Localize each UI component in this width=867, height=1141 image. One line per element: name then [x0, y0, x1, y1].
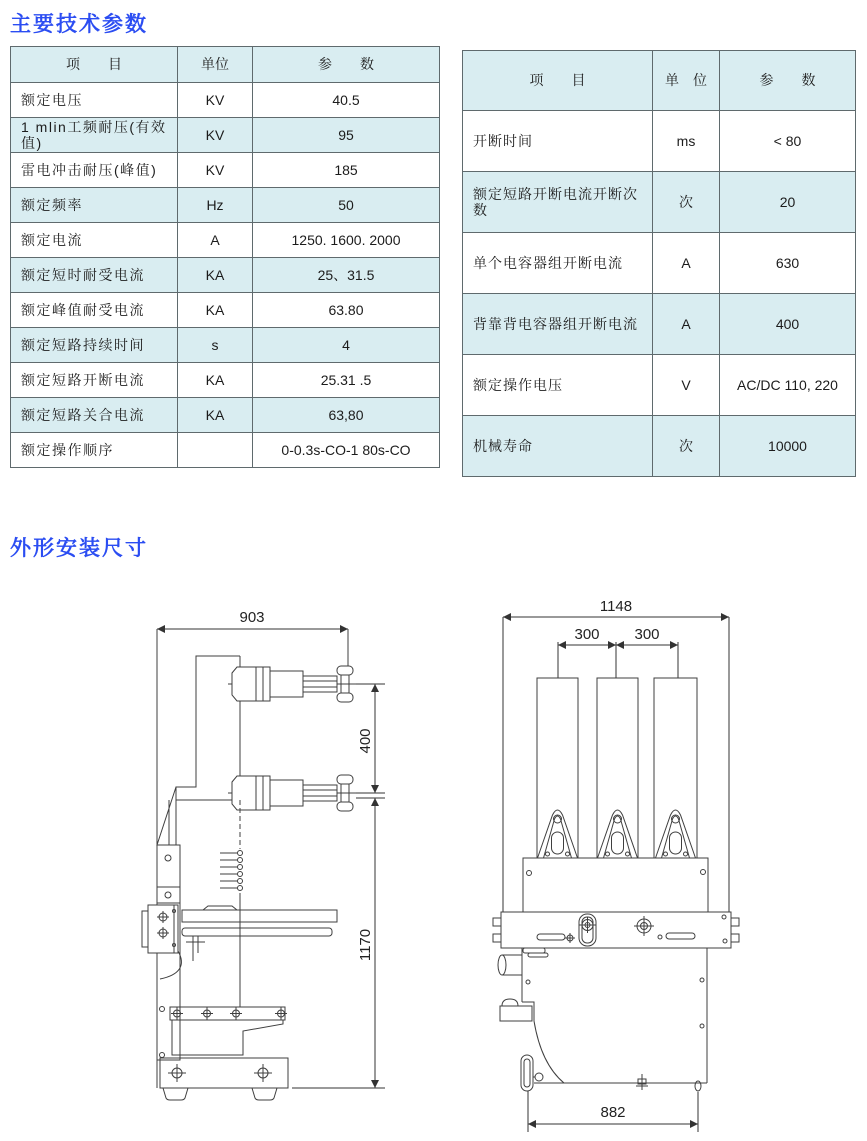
table-row: [463, 172, 856, 233]
table-header-row: [11, 47, 440, 83]
upper-frame: [523, 858, 708, 912]
param-unit: A: [653, 233, 720, 294]
col-header-item: 项 目: [463, 51, 653, 111]
col-header-value: 参 数: [720, 51, 856, 111]
param-name: 额定操作顺序: [11, 433, 178, 468]
side-view-drawing: [130, 593, 420, 1141]
param-value: 0-0.3s-CO-1 80s-CO: [253, 433, 440, 468]
param-name: 额定短路持续时间: [11, 328, 178, 363]
param-name: 额定电流: [11, 223, 178, 258]
param-unit: KA: [178, 363, 253, 398]
table-row: [11, 363, 440, 398]
left-parameters-table: [10, 46, 440, 468]
table-row: [463, 111, 856, 172]
bushing-top: [228, 666, 356, 702]
param-value: 10000: [720, 416, 856, 477]
param-name: 额定短路关合电流: [11, 398, 178, 433]
mechanism-box: [142, 905, 181, 979]
table-row: [463, 294, 856, 355]
dimension-width-903: [157, 629, 348, 666]
pole-column-center: [597, 678, 638, 858]
col-header-unit: 单位: [178, 47, 253, 83]
bushing-bottom: [228, 775, 356, 811]
param-name: 额定短路开断电流开断次数: [463, 172, 653, 233]
param-value: 400: [720, 294, 856, 355]
param-value: 95: [253, 118, 440, 153]
param-value: 185: [253, 153, 440, 188]
table-row: [11, 258, 440, 293]
table-row: [11, 433, 440, 468]
param-unit: Hz: [178, 188, 253, 223]
param-name: 雷电冲击耐压(峰值): [11, 153, 178, 188]
param-name: 额定短路开断电流: [11, 363, 178, 398]
table-row: [11, 328, 440, 363]
param-unit: ms: [653, 111, 720, 172]
param-name: 额定频率: [11, 188, 178, 223]
param-unit: 次: [653, 416, 720, 477]
param-value: 25.31 .5: [253, 363, 440, 398]
param-name: 单个电容器组开断电流: [463, 233, 653, 294]
front-view-drawing: [478, 600, 860, 1141]
param-value: 1250. 1600. 2000: [253, 223, 440, 258]
params-section-title: 主要技术参数: [10, 13, 148, 36]
param-unit: 次: [653, 172, 720, 233]
param-name: 额定操作电压: [463, 355, 653, 416]
table-row: [11, 293, 440, 328]
param-unit: KV: [178, 153, 253, 188]
dim-label-1170: 1170: [357, 928, 374, 962]
mounting-bracket: [170, 1007, 287, 1055]
table-row: [11, 118, 440, 153]
param-value: < 80: [720, 111, 856, 172]
param-unit: [178, 433, 253, 468]
table-row: [11, 398, 440, 433]
mounting-panel: [493, 912, 739, 957]
col-header-value: 参 数: [253, 47, 440, 83]
table-row: [11, 188, 440, 223]
table-row: [463, 416, 856, 477]
dim-label-882: 882: [600, 1104, 626, 1121]
param-name: 1 mlin工频耐压(有效值): [11, 118, 178, 153]
param-name: 机械寿命: [463, 416, 653, 477]
dim-label-903: 903: [239, 609, 265, 626]
param-value: 20: [720, 172, 856, 233]
param-unit: s: [178, 328, 253, 363]
param-value: 63,80: [253, 398, 440, 433]
param-unit: KA: [178, 398, 253, 433]
param-value: 63.80: [253, 293, 440, 328]
base-frame: [160, 1058, 288, 1100]
pole-column-left: [537, 678, 578, 858]
param-value: 50: [253, 188, 440, 223]
dim-label-300-right: 300: [634, 626, 660, 643]
dim-label-400: 400: [357, 728, 374, 754]
param-unit: A: [653, 294, 720, 355]
param-unit: KV: [178, 118, 253, 153]
table-row: [11, 153, 440, 188]
col-header-unit: 单 位: [653, 51, 720, 111]
dims-section-title: 外形安装尺寸: [10, 537, 148, 560]
param-value: AC/DC 110, 220: [720, 355, 856, 416]
param-name: 额定峰值耐受电流: [11, 293, 178, 328]
dimension-phase-gaps-300: [558, 642, 678, 678]
operating-arms: [182, 906, 337, 961]
col-header-item: 项 目: [11, 47, 178, 83]
table-row: [11, 83, 440, 118]
param-value: 40.5: [253, 83, 440, 118]
param-name: 额定短时耐受电流: [11, 258, 178, 293]
param-unit: KA: [178, 258, 253, 293]
table-header-row: [463, 51, 856, 111]
right-parameters-table: [462, 50, 856, 477]
table-row: [463, 355, 856, 416]
param-unit: KV: [178, 83, 253, 118]
pole-column-right: [654, 678, 697, 858]
table-row: [11, 223, 440, 258]
param-value: 4: [253, 328, 440, 363]
param-name: 额定电压: [11, 83, 178, 118]
param-name: 开断时间: [463, 111, 653, 172]
param-unit: KA: [178, 293, 253, 328]
dim-label-1148: 1148: [599, 600, 633, 615]
param-unit: A: [178, 223, 253, 258]
contact-column: [220, 800, 243, 1007]
param-unit: V: [653, 355, 720, 416]
table-row: [463, 233, 856, 294]
cabinet-body: [498, 948, 707, 1091]
dim-label-300-left: 300: [574, 626, 600, 643]
param-name: 背靠背电容器组开断电流: [463, 294, 653, 355]
param-value: 25、31.5: [253, 258, 440, 293]
param-value: 630: [720, 233, 856, 294]
